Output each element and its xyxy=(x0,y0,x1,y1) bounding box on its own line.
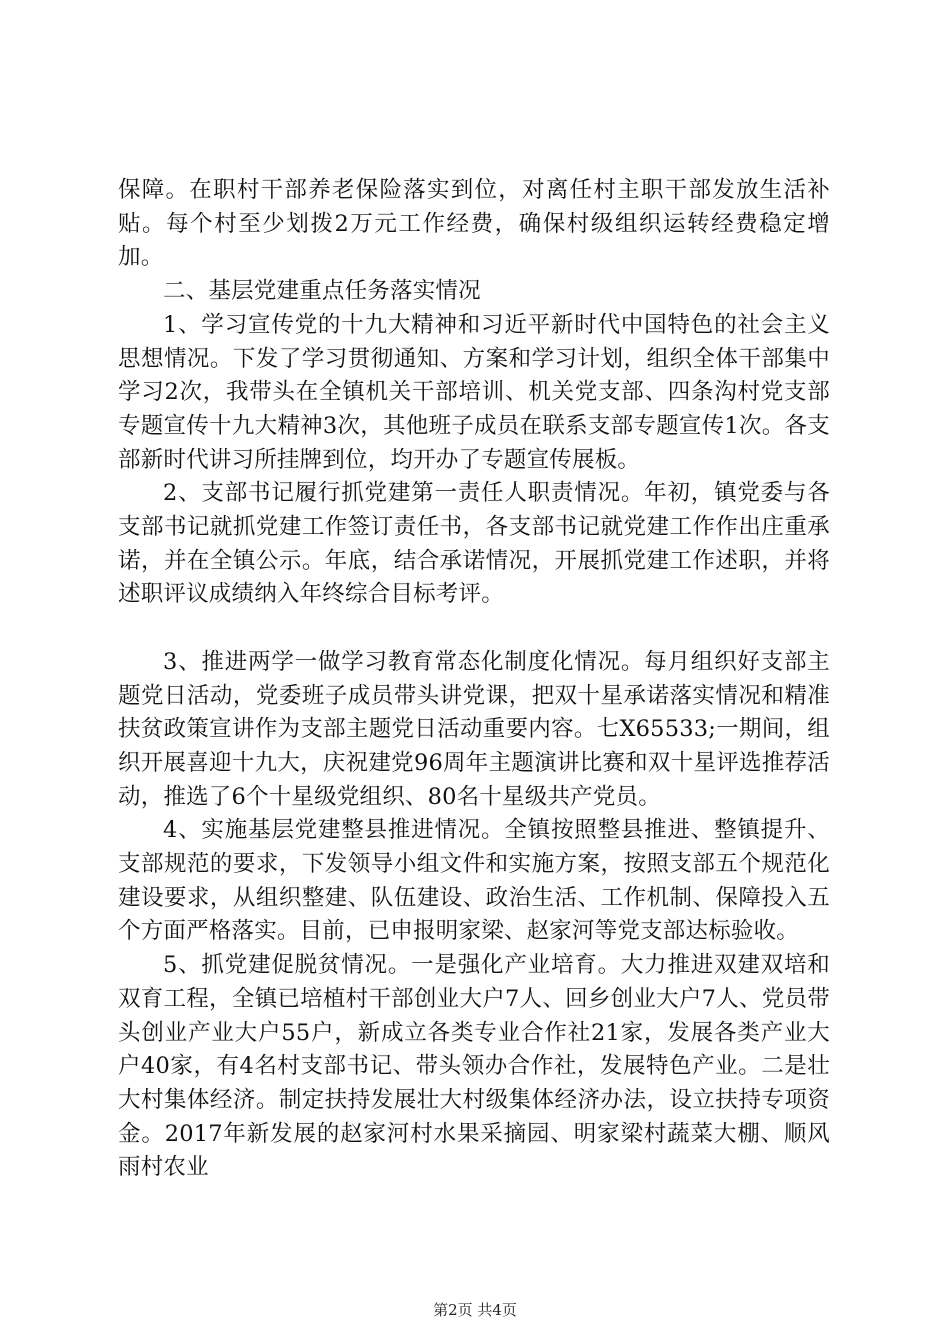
paragraph-item-2: 2、支部书记履行抓党建第一责任人职责情况。年初，镇党委与各支部书记就抓党建工作签订责任书，各支部书记就党建工作作出庄重承诺，并在全镇公示。年底，结合承诺情况，开展抓党建工作述职，并将述职评议成绩纳入年终综合目标考评。 xyxy=(118,480,830,608)
page-number-footer: 第2页 共4页 xyxy=(433,1301,517,1319)
paragraph-continuation: 保障。在职村干部养老保险落实到位，对离任村主职干部发放生活补贴。每个村至少划拨2万元工作经费，确保村级组织运转经费稳定增加。 xyxy=(118,177,830,271)
paragraph-item-4: 4、实施基层党建整县推进情况。全镇按照整县推进、整镇提升、支部规范的要求，下发领导小组文件和实施方案，按照支部五个规范化建设要求，从组织整建、队伍建设、政治生活、工作机制、保障投入五个方面严格落实。目前，已申报明家梁、赵家河等党支部达标验收。 xyxy=(118,817,830,945)
paragraph-item-1: 1、学习宣传党的十九大精神和习近平新时代中国特色的社会主义思想情况。下发了学习贯彻通知、方案和学习计划，组织全体干部集中学习2次，我带头在全镇机关干部培训、机关党支部、四条沟村党支部专题宣传十九大精神3次，其他班子成员在联系支部专题宣传1次。各支部新时代讲习所挂牌到位，均开办了专题宣传展板。 xyxy=(118,311,830,473)
paragraph-item-5: 5、抓党建促脱贫情况。一是强化产业培育。大力推进双建双培和双育工程，全镇已培植村干部创业大户7人、回乡创业大户7人、党员带头创业产业大户55户，新成立各类专业合作社21家，发展各类产业大户40家，有4名村支部书记、带头领办合作社，发展特色产业。二是壮大村集体经济。制定扶持发展壮大村级集体经济办法，设立扶持专项资金。2017年新发展的赵家河村水果采摘园、明家梁村蔬菜大棚、顺风雨村农业 xyxy=(118,952,830,1181)
paragraph-gap xyxy=(118,612,830,646)
paragraph-item-3: 3、推进两学一做学习教育常态化制度化情况。每月组织好支部主题党日活动，党委班子成员带头讲党课，把双十星承诺落实情况和精准扶贫政策宣讲作为支部主题党日活动重要内容。七X65533;一期间，组织开展喜迎十九大，庆祝建党96周年主题演讲比赛和双十星评选推荐活动，推选了6个十星级党组织、80名十星级共产党员。 xyxy=(118,648,830,810)
section-heading: 二、基层党建重点任务落实情况 xyxy=(163,278,481,305)
document-body xyxy=(118,174,830,1185)
